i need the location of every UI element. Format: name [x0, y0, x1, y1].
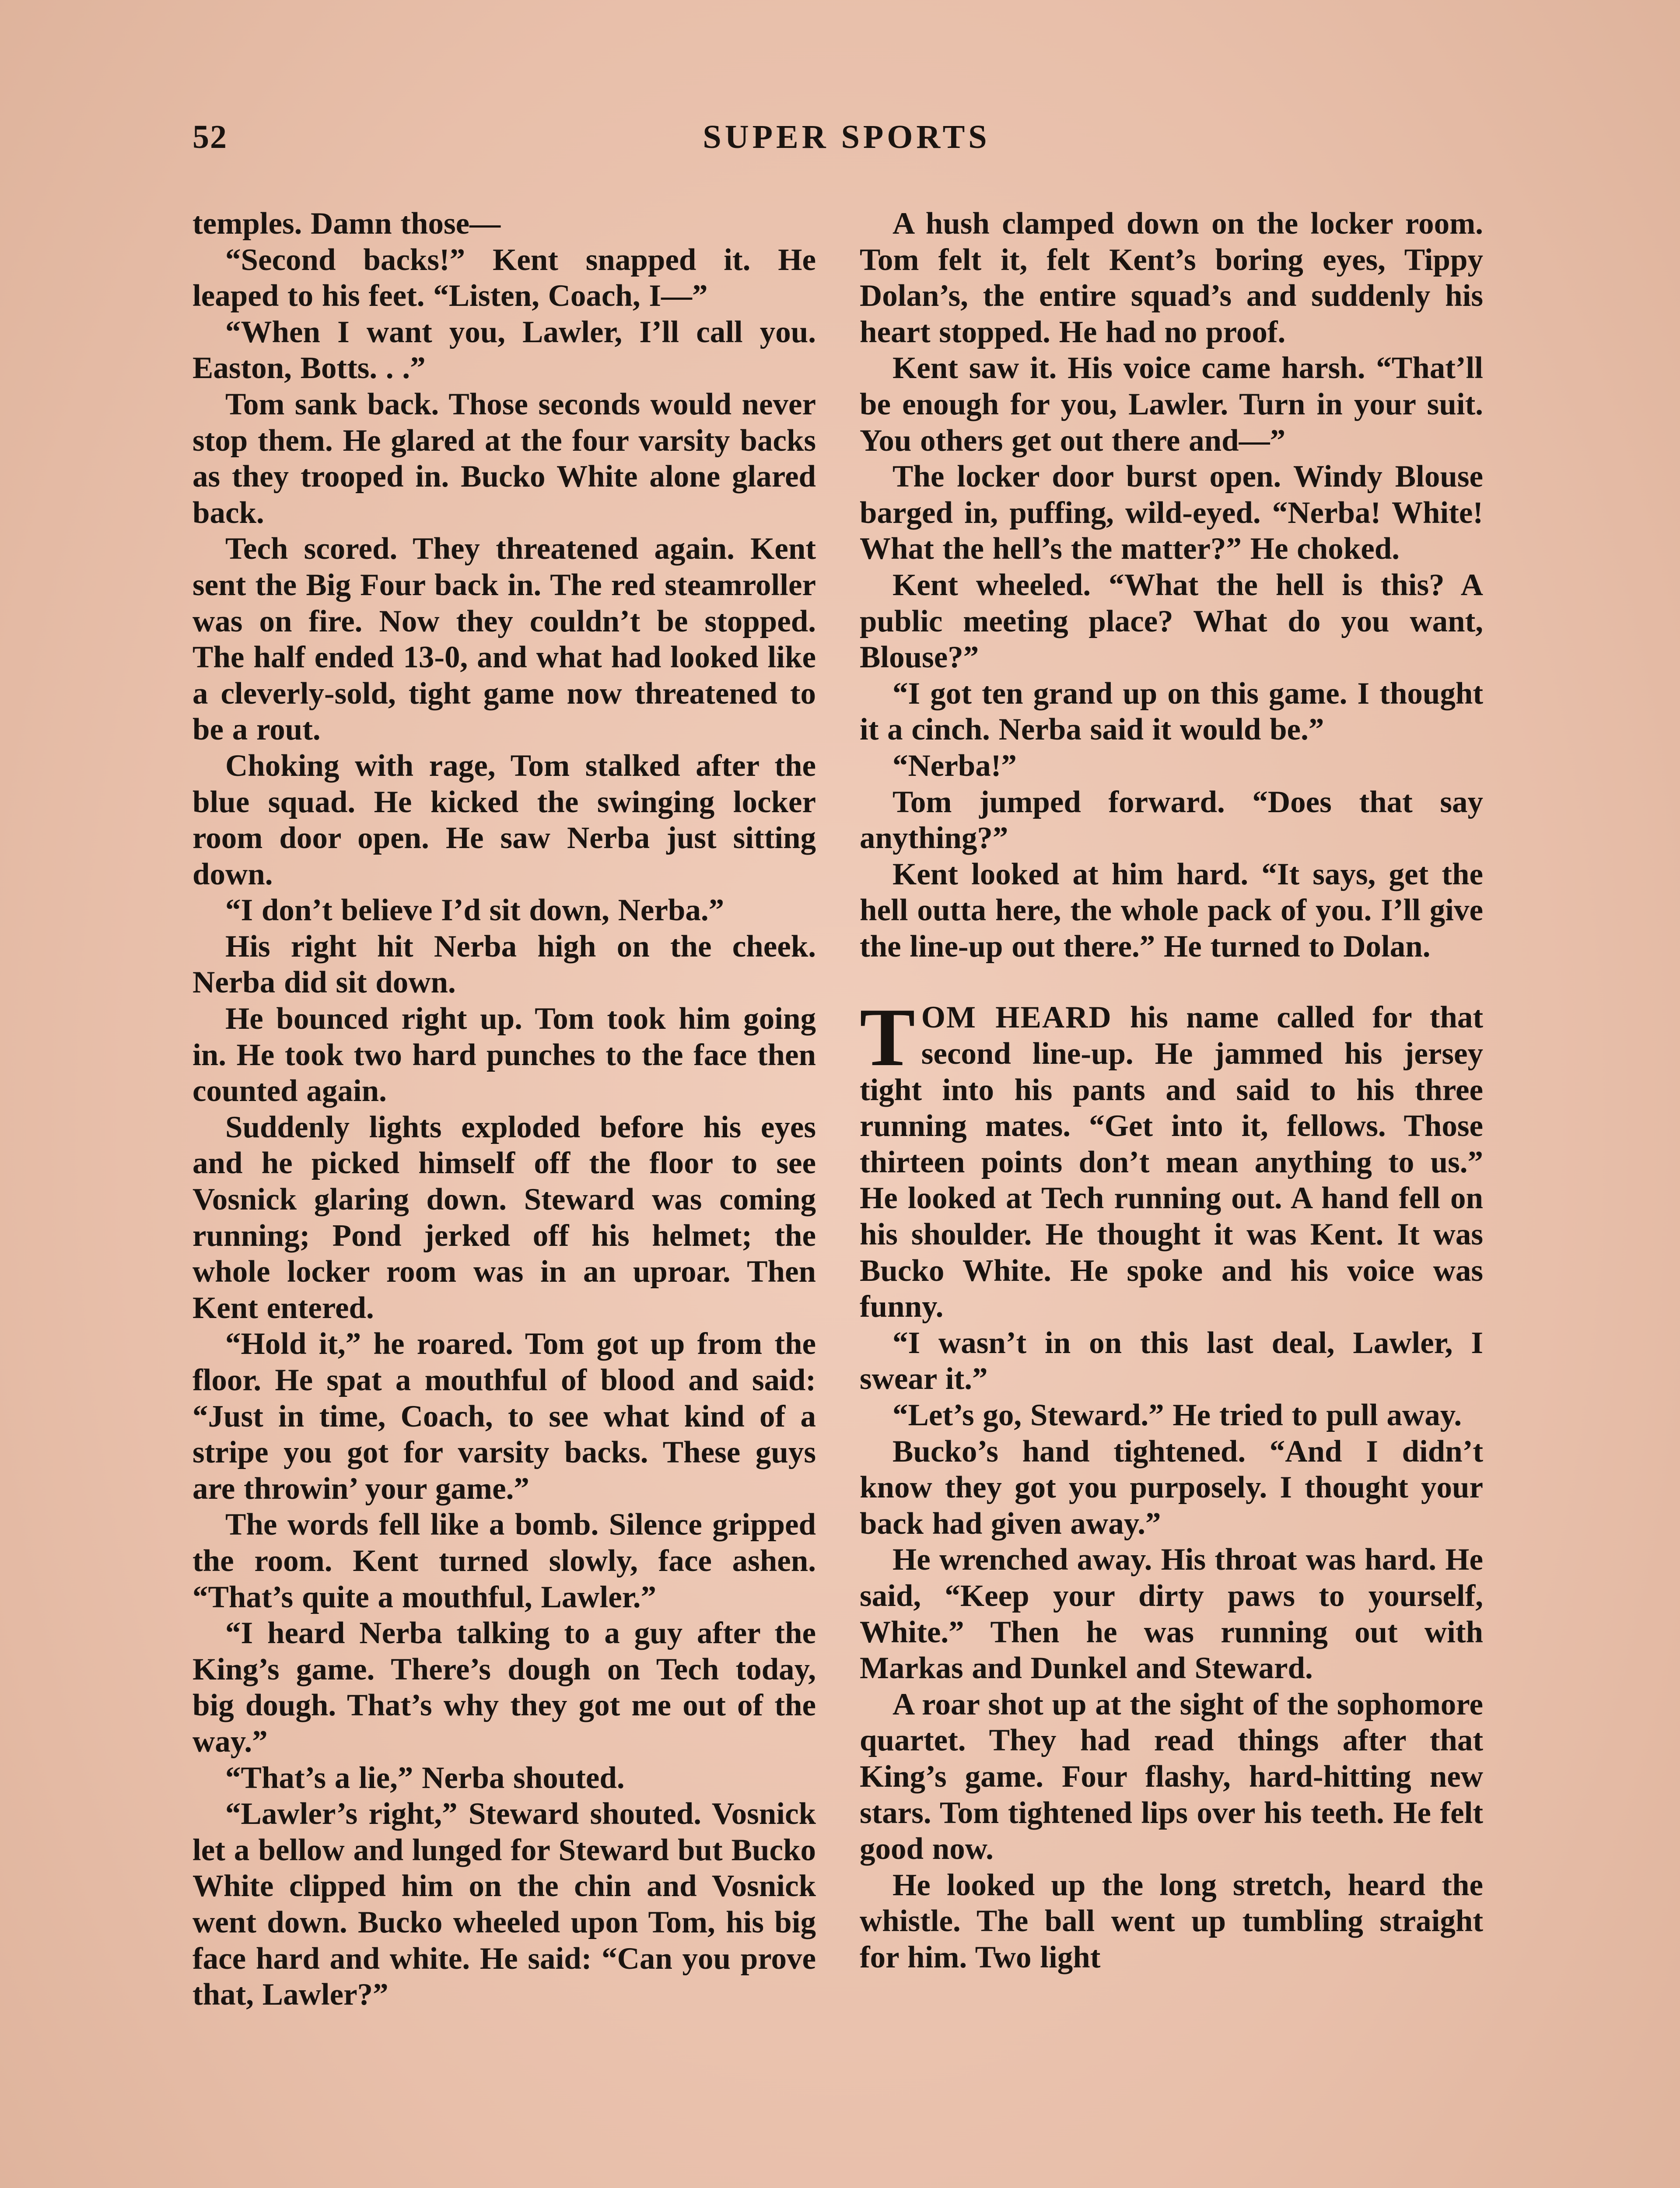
paragraph: “I don’t believe I’d sit down, Nerba.” [225, 893, 724, 928]
paragraph: A roar shot up at the sight of the sophomore quartet. They had read things after that King’s game. Four flashy, hard-hitting new stars. Tom tightened lips over his teeth. He felt good now. [860, 1687, 1483, 1866]
section-lead-in: OM HEARD [921, 1000, 1112, 1035]
paragraph: “Hold it,” he roared. Tom got up from the floor. He spat a mouthful of blood and said: “Just in time, Coach, to see what kind of a stripe you got for varsity backs. These guys are throwin’ your game.” [192, 1327, 816, 1506]
page-number: 52 [192, 119, 228, 155]
right-column [860, 206, 1483, 1976]
paragraph: Suddenly lights exploded before his eyes and he picked himself off the floor to see Vosnick glaring down. Steward was coming running; Pond jerked off his helmet; the whole locker room was in an uproar. Then Kent entered. [192, 1110, 816, 1325]
paragraph: He bounced right up. Tom took him going in. He took two hard punches to the face then counted again. [192, 1002, 816, 1108]
section-opening-paragraph [860, 992, 1483, 1325]
paragraph: The words fell like a bomb. Silence gripped the room. Kent turned slowly, face ashen. “That’s quite a mouthful, Lawler.” [192, 1508, 816, 1614]
paragraph: Kent looked at him hard. “It says, get the hell outta here, the whole pack of you. I’ll give the line-up out there.” He turned to Dolan. [860, 857, 1483, 964]
paragraph: He wrenched away. His throat was hard. He said, “Keep your dirty paws to yourself, White.” Then he was running out with Markas and Dunkel and Steward. [860, 1543, 1483, 1686]
paragraph: Choking with rage, Tom stalked after the blue squad. He kicked the swinging locker room door open. He saw Nerba just sitting down. [192, 748, 816, 891]
paragraph: “Let’s go, Steward.” He tried to pull away. [892, 1398, 1462, 1432]
paragraph: Tech scored. They threatened again. Kent sent the Big Four back in. The red steamroller was on fire. Now they couldn’t be stopped. The half ended 13-0, and what had looked like a cleverly-sold, tight game now threatened to be a rout. [192, 532, 816, 747]
paragraph: His right hit Nerba high on the cheek. Nerba did sit down. [192, 929, 816, 1000]
paragraph: He looked up the long stretch, heard the whistle. The ball went up tumbling straight for him. Two light [860, 1868, 1483, 1974]
paragraph: The locker door burst open. Windy Blouse barged in, puffing, wild-eyed. “Nerba! White! What the hell’s the matter?” He choked. [860, 459, 1483, 566]
drop-cap: T [860, 992, 915, 1084]
paragraph: Bucko’s hand tightened. “And I didn’t know they got you purposely. I thought your back had given away.” [860, 1434, 1483, 1541]
paragraph: Kent wheeled. “What the hell is this? A public meeting place? What do you want, Blouse?” [860, 568, 1483, 675]
paragraph: temples. Damn those— [192, 207, 501, 241]
running-head: SUPER SPORTS [703, 119, 990, 155]
paragraph: “Nerba!” [892, 748, 1017, 783]
paragraph: “When I want you, Lawler, I’ll call you. Easton, Botts. . .” [192, 315, 816, 386]
paragraph: Tom sank back. Those seconds would never stop them. He glared at the four varsity backs as they trooped in. Bucko White alone glared back. [192, 387, 816, 530]
paragraph: “I heard Nerba talking to a guy after the King’s game. There’s dough on Tech today, big dough. That’s why they got me out of the way.” [192, 1616, 816, 1759]
section-text: his name called for that second line-up. He jammed his jersey tight into his pants and said to his three running mates. “Get into it, fellows. Those thirteen points don’t mean anything to us.” He looked at Tech running out. A hand fell on his shoulder. He thought it was Kent. It was Bucko White. He spoke and his voice was funny. [860, 1000, 1483, 1324]
paragraph: Tom jumped forward. “Does that say anything?” [860, 785, 1483, 856]
paragraph: “Lawler’s right,” Steward shouted. Vosnick let a bellow and lunged for Steward but Bucko White clipped him on the chin and Vosnick went down. Bucko wheeled upon Tom, his big face hard and white. He said: “Can you prove that, Lawler?” [192, 1797, 816, 2012]
paragraph: Kent saw it. His voice came harsh. “That’ll be enough for you, Lawler. Turn in your suit. You others get out there and—” [860, 351, 1483, 458]
paragraph: “I wasn’t in on this last deal, Lawler, I swear it.” [860, 1325, 1483, 1396]
left-column [192, 206, 816, 2013]
paragraph: “That’s a lie,” Nerba shouted. [225, 1760, 625, 1795]
paragraph: “I got ten grand up on this game. I thought it a cinch. Nerba said it would be.” [860, 676, 1483, 747]
paragraph: “Second backs!” Kent snapped it. He leaped to his feet. “Listen, Coach, I—” [192, 242, 816, 313]
paragraph: A hush clamped down on the locker room. Tom felt it, felt Kent’s boring eyes, Tippy Dolan’s, the entire squad’s and suddenly his heart stopped. He had no proof. [860, 207, 1483, 349]
